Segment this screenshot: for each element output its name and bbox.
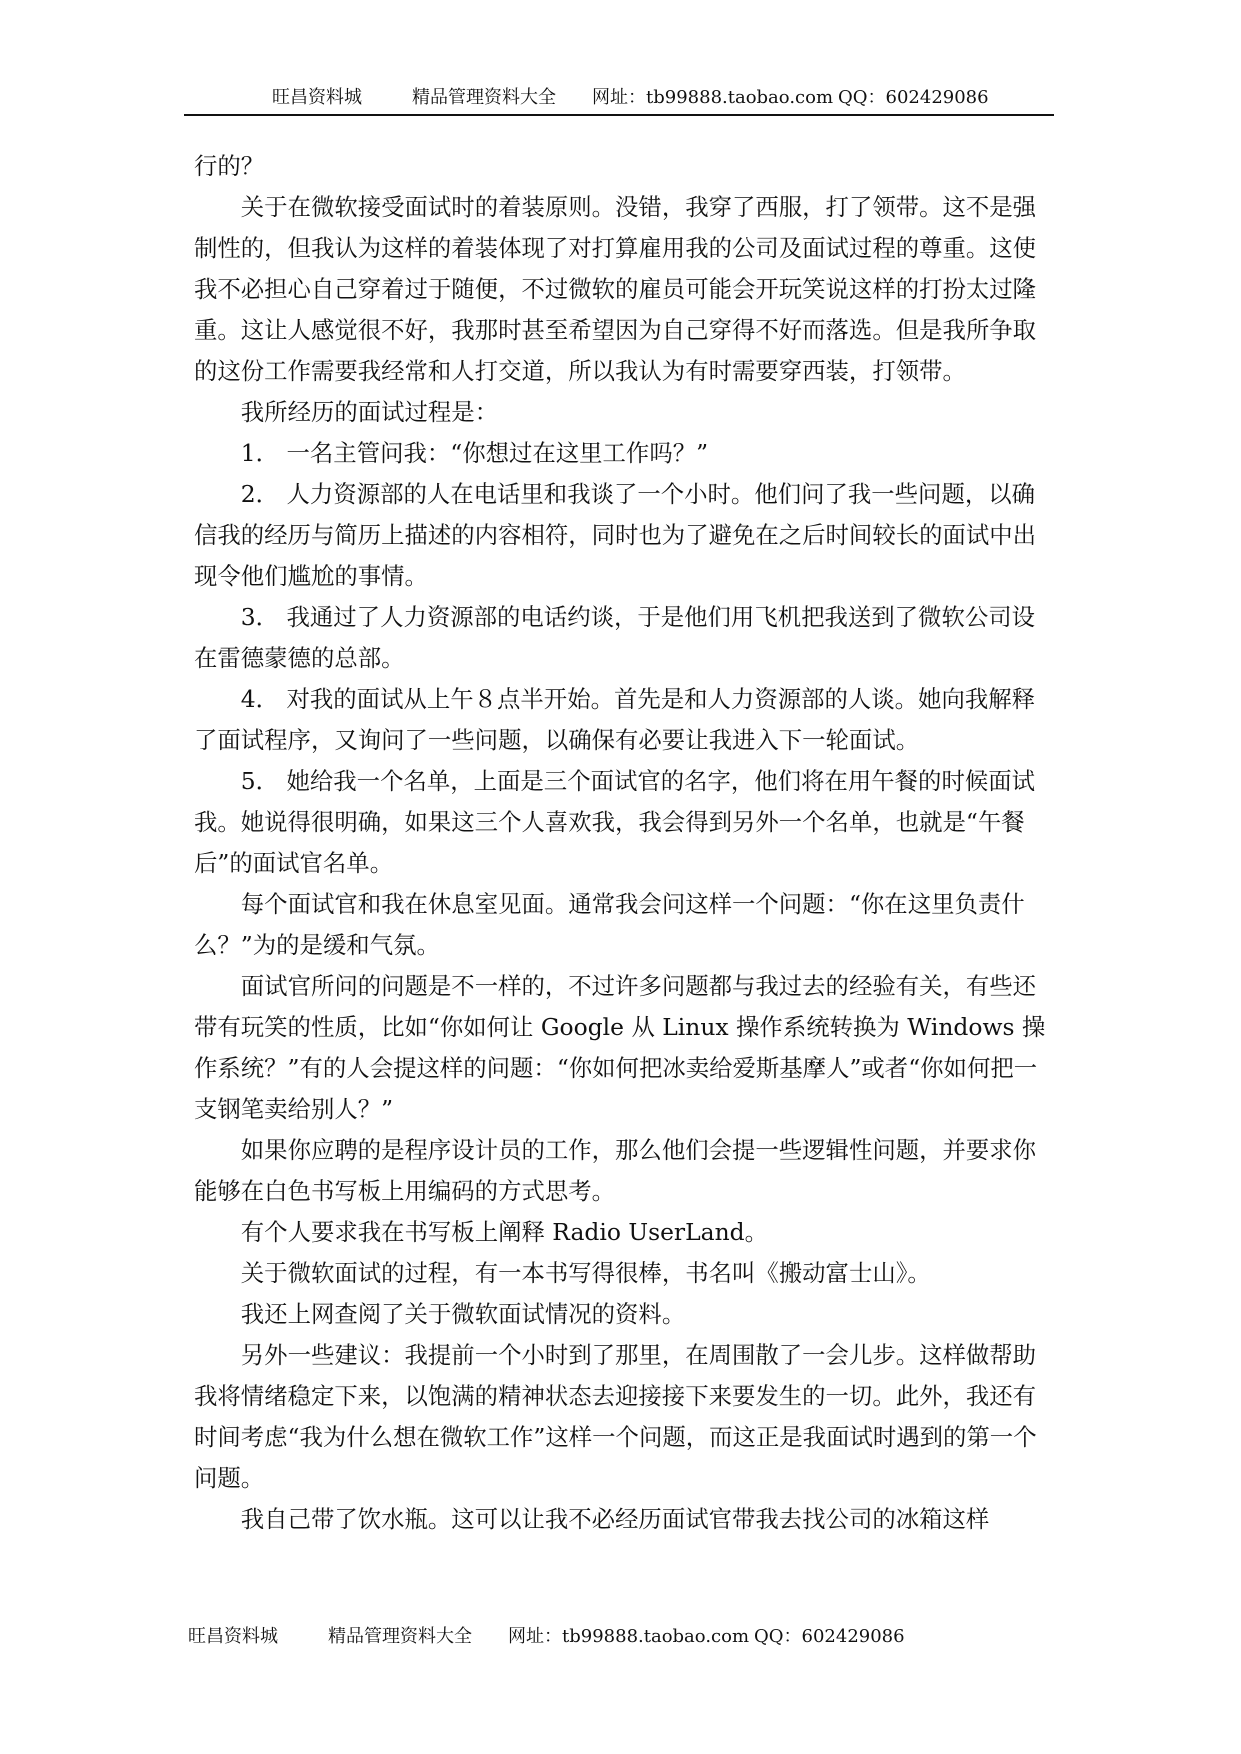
list-item-5: 5． 她给我一个名单，上面是三个面试官的名字，他们将在用午餐的时候面试我。她说得很明确，如果这三个人喜欢我，我会得到另外一个名单，也就是“午餐后”的面试官名单。 xyxy=(194,767,1036,877)
list-item-2: 2． 人力资源部的人在电话里和我谈了一个小时。他们问了我一些问题，以确信我的经历与简历上描述的内容相符，同时也为了避免在之后时间较长的面试中出现令他们尴尬的事情。 xyxy=(194,480,1037,590)
list-item-4: 4． 对我的面试从上午８点半开始。首先是和人力资源部的人谈。她向我解释了面试程序，又询问了一些问题，以确保有必要让我进入下一轮面试。 xyxy=(194,685,1036,754)
paragraph-water-bottle: 我自己带了饮水瓶。这可以让我不必经历面试官带我去找公司的冰箱这样 xyxy=(240,1505,990,1533)
footer-qq: QQ：602429086 xyxy=(754,1626,905,1647)
list-item-3: 3． 我通过了人力资源部的电话约谈，于是他们用飞机把我送到了微软公司设在雷德蒙德的总部。 xyxy=(194,603,1036,672)
footer-website: 网址：tb99888.taobao.com xyxy=(508,1626,750,1647)
footer-shop-name: 旺昌资料城 xyxy=(188,1626,278,1647)
header-rule xyxy=(184,114,1054,116)
paragraph-radio-userland: 有个人要求我在书写板上阐释 Radio UserLand。 xyxy=(240,1218,769,1246)
page-header xyxy=(184,84,1054,112)
header-tagline: 精品管理资料大全 xyxy=(412,87,556,108)
paragraph-dress-code: 关于在微软接受面试时的着装原则。没错，我穿了西服，打了领带。这不是强制性的，但我认为这样的着装体现了对打算雇用我的公司及面试过程的尊重。这使我不必担心自己穿着过于随便，不过微软的雇员可能会开玩笑说这样的打扮太过隆重。这让人感觉很不好，我那时甚至希望因为自己穿得不好而落选。但是我所争取的这份工作需要我经常和人打交道，所以我认为有时需要穿西装，打领带。 xyxy=(194,193,1037,385)
paragraph-process-intro: 我所经历的面试过程是： xyxy=(240,398,499,426)
page-footer xyxy=(188,1623,988,1651)
paragraph-continuation: 行的？ xyxy=(194,152,265,180)
paragraph-questions: 面试官所问的问题是不一样的，不过许多问题都与我过去的经验有关，有些还带有玩笑的性质，比如“你如何让 Google 从 Linux 操作系统转换为 Windows 操作系统？”有的人会提这样的问题：“你如何把冰卖给爱斯基摩人”或者“你如何把一支钢笔卖给别人？” xyxy=(194,972,1046,1123)
header-qq: QQ：602429086 xyxy=(838,87,989,108)
list-item-1: 1． 一名主管问我：“你想过在这里工作吗？” xyxy=(240,439,709,467)
paragraph-book: 关于微软面试的过程，有一本书写得很棒，书名叫《搬动富士山》。 xyxy=(240,1259,931,1287)
header-shop-name: 旺昌资料城 xyxy=(272,87,362,108)
footer-tagline: 精品管理资料大全 xyxy=(328,1626,472,1647)
paragraph-online-research: 我还上网查阅了关于微软面试情况的资料。 xyxy=(240,1300,686,1328)
paragraph-interviewers: 每个面试官和我在休息室见面。通常我会问这样一个问题：“你在这里负责什么？”为的是缓和气氛。 xyxy=(194,890,1025,959)
document-body xyxy=(194,146,1046,1540)
paragraph-advice: 另外一些建议：我提前一个小时到了那里，在周围散了一会儿步。这样做帮助我将情绪稳定下来，以饱满的精神状态去迎接接下来要发生的一切。此外，我还有时间考虑“我为什么想在微软工作”这样一个问题，而这正是我面试时遇到的第一个问题。 xyxy=(194,1341,1037,1492)
header-website: 网址：tb99888.taobao.com xyxy=(592,87,834,108)
paragraph-programmer: 如果你应聘的是程序设计员的工作，那么他们会提一些逻辑性问题，并要求你能够在白色书写板上用编码的方式思考。 xyxy=(194,1136,1037,1205)
